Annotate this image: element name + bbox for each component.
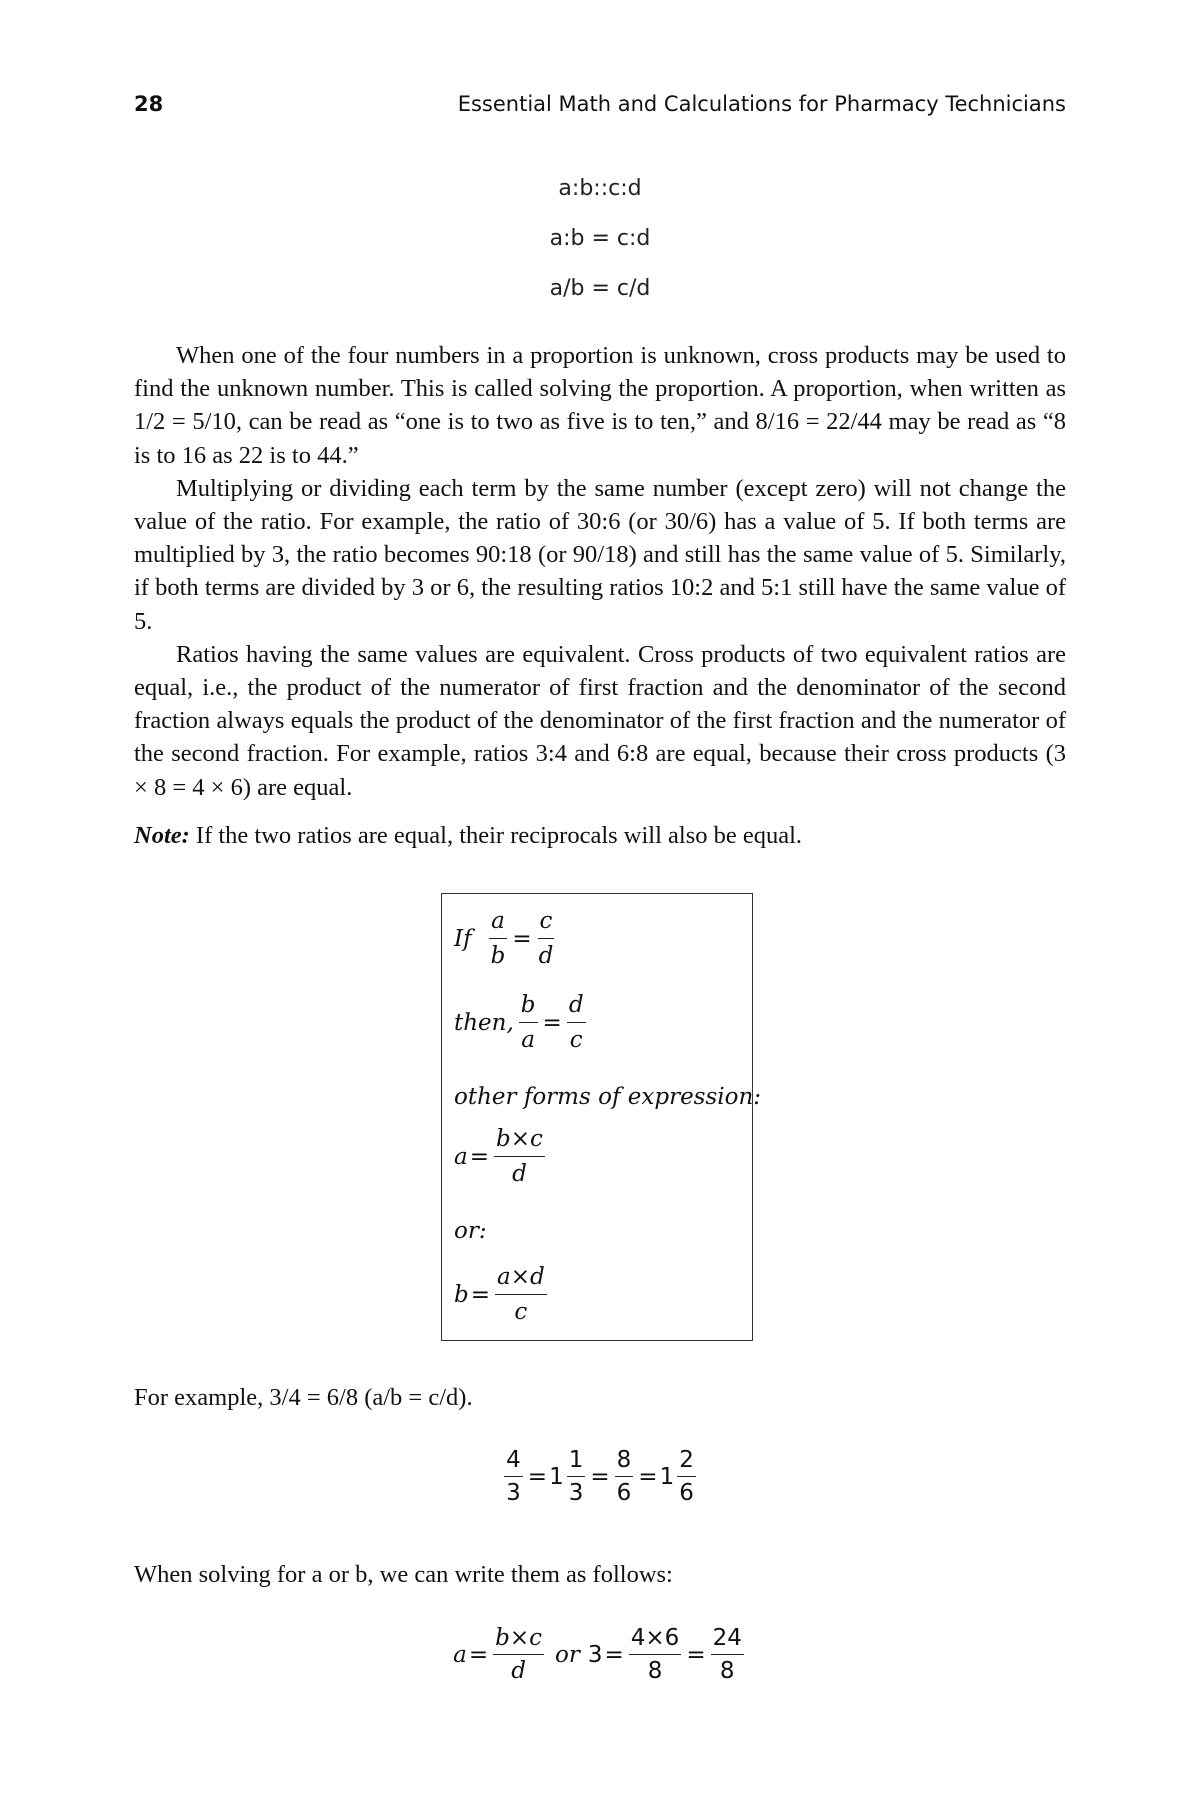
example-text: For example, 3/4 = 6/8 (a/b = c/d). [134, 1384, 473, 1411]
running-header [134, 92, 1066, 122]
formula-then: then, $\frac{b}{a}$ = $\frac{d}{c}$ [454, 992, 584, 1053]
other-forms-label: other forms of expression: [454, 1084, 762, 1110]
fraction: $\frac{b\times c}{d}$ [495, 1625, 542, 1684]
solving-equation: a = $\frac{b\times c}{d}$ or 3 = $\frac{4\times 6}{8}$ = $\frac{24}{8}$ [453, 1625, 742, 1684]
then-label: then, [454, 1009, 514, 1036]
fraction: $\frac{4\times 6}{8}$ [630, 1625, 680, 1684]
running-title: Essential Math and Calculations for Pharmacy Technicians [457, 92, 1066, 116]
paragraph: Ratios having the same values are equivalent. Cross products of two equivalent ratios are equal, i.e., the product of the numerator of first fraction and the denominator of the second fraction always equals the product of the denominator of the first fraction and the numerator of the second fraction. For example, ratios 3:4 and 6:8 are equal, because their cross products (3 × 8 = 4 × 6) are equal. [134, 640, 1066, 801]
fraction: $\frac{24}{8}$ [712, 1625, 742, 1684]
paragraph: When one of the four numbers in a proportion is unknown, cross products may be used to find the unknown number. This is called solving the proportion. A proportion, when written as 1/2 = 5/10, can be read as “one is to two as five is to ten,” and 8/16 = 22/44 may be read as “8 is to 16 as 22 is to 44.” [134, 342, 1066, 469]
note-label: Note: [134, 822, 190, 849]
fraction: $\frac{b\times c}{d}$ [496, 1126, 543, 1187]
formula-b: b = $\frac{a\times d}{c}$ [454, 1264, 545, 1325]
if-label: If [454, 925, 472, 952]
paragraph: Multiplying or dividing each term by the same number (except zero) will not change the value of the ratio. For example, the ratio of 30:6 (or 30/6) has a value of 5. If both terms are multiplied by 3, the ratio becomes 90:18 (or 90/18) and still has the same value of 5. Similarly, if both terms are divided by 3 or 6, the resulting ratios 10:2 and 5:1 still have the same value of 5. [134, 474, 1066, 635]
notation-line: a:b = c:d [549, 226, 651, 251]
fraction: $\frac{4}{3}$ [506, 1447, 521, 1506]
solving-text: When solving for a or b, we can write them as follows: [134, 1561, 673, 1588]
fraction: $\frac{d}{c}$ [568, 992, 584, 1053]
page-number: 28 [134, 92, 164, 116]
note-text: If the two ratios are equal, their reciprocals will also be equal. [195, 822, 803, 849]
notation-line: a/b = c/d [549, 276, 651, 301]
notation-line: a:b::c:d [558, 176, 642, 201]
formula-if: If $\frac{a}{b}$ = $\frac{c}{d}$ [454, 908, 554, 969]
example-equation: $\frac{4}{3}$ = 1 $\frac{1}{3}$ = $\frac{8}{6}$ = 1 $\frac{2}{6}$ [506, 1447, 694, 1506]
body-paragraphs [134, 339, 1066, 804]
formula-box [441, 893, 762, 1341]
fraction: $\frac{8}{6}$ [616, 1447, 632, 1506]
fraction: $\frac{c}{d}$ [538, 908, 554, 969]
fraction: $\frac{a\times d}{c}$ [497, 1264, 545, 1325]
fraction: $\frac{b}{a}$ [520, 992, 536, 1053]
fraction: $\frac{a}{b}$ [490, 908, 506, 969]
or-label: or: [454, 1218, 487, 1244]
note [134, 822, 802, 850]
fraction: $\frac{1}{3}$ [568, 1447, 584, 1506]
formula-a: a = $\frac{b\times c}{d}$ [454, 1126, 543, 1187]
fraction: $\frac{2}{6}$ [679, 1447, 694, 1506]
